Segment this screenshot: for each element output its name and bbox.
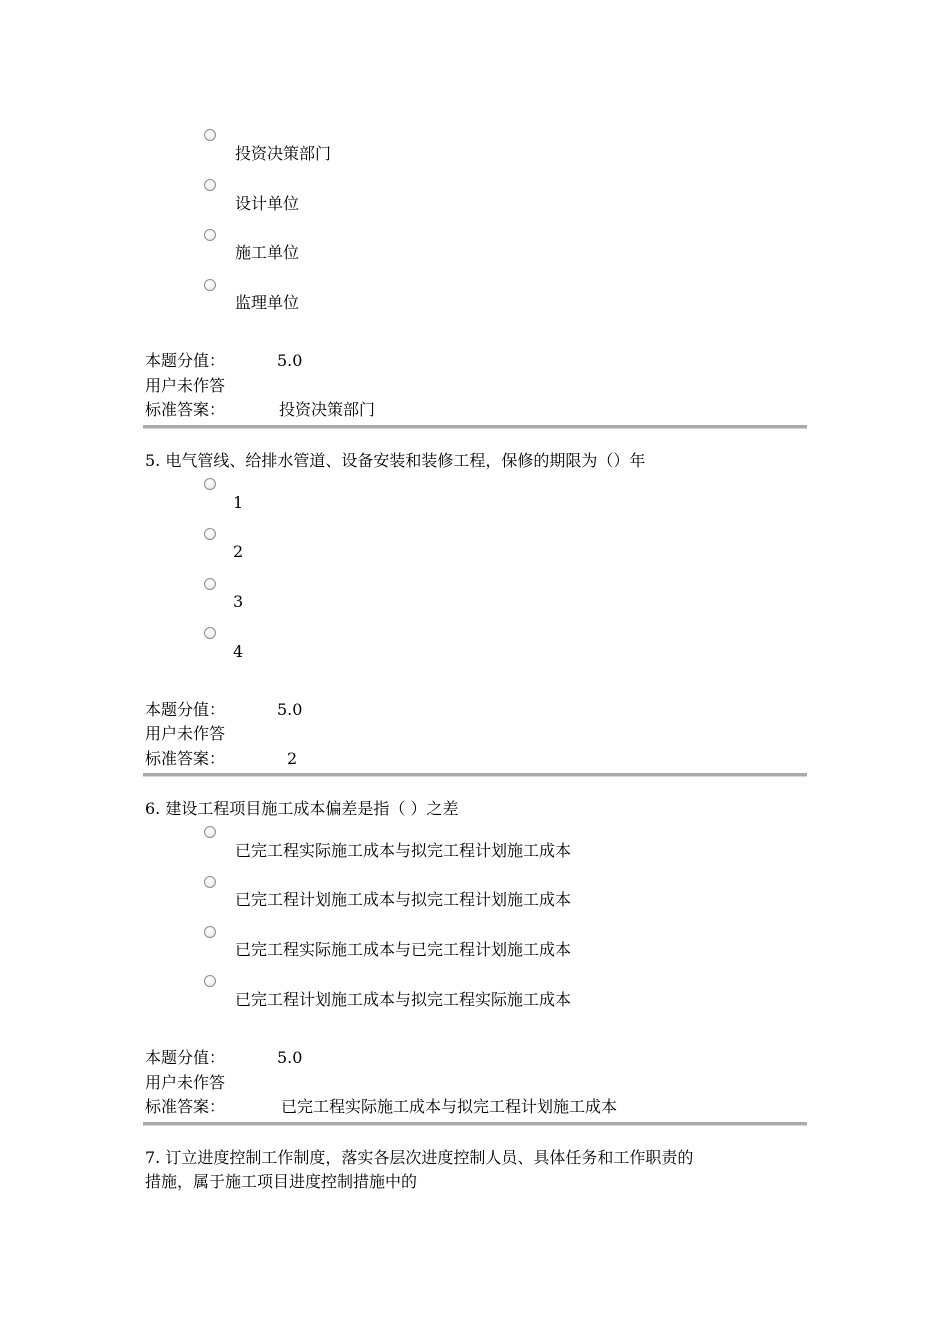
- question-text-line-1: 7. 订立进度控制工作制度，落实各层次进度控制人员、具体任务和工作职责的: [145, 1148, 694, 1167]
- answer-value: 已完工程实际施工成本与拟完工程计划施工成本: [281, 1097, 618, 1116]
- divider: [143, 773, 807, 777]
- option-label-q5-4: 4: [233, 642, 244, 661]
- option-label-q6-2: 已完工程计划施工成本与拟完工程计划施工成本: [235, 890, 572, 909]
- answer-label: 标准答案：: [145, 749, 226, 768]
- radio-option-q4-2[interactable]: [204, 179, 216, 191]
- radio-option-q6-2[interactable]: [204, 876, 216, 888]
- score-label: 本题分值：: [145, 351, 226, 370]
- radio-option-q4-3[interactable]: [204, 229, 216, 241]
- divider: [143, 425, 807, 429]
- option-label-q6-1: 已完工程实际施工成本与拟完工程计划施工成本: [235, 841, 572, 860]
- user-status: 用户未作答: [145, 1073, 226, 1092]
- radio-option-q5-3[interactable]: [204, 578, 216, 590]
- score-value: 5.0: [277, 351, 303, 370]
- option-label-q6-4: 已完工程计划施工成本与拟完工程实际施工成本: [235, 990, 572, 1009]
- radio-option-q5-1[interactable]: [204, 478, 216, 490]
- radio-option-q5-2[interactable]: [204, 528, 216, 540]
- score-label: 本题分值：: [145, 1048, 226, 1067]
- option-label-q4-1: 投资决策部门: [235, 144, 332, 163]
- answer-label: 标准答案：: [145, 400, 226, 419]
- divider: [143, 1122, 807, 1126]
- question-text: 5. 电气管线、给排水管道、设备安装和装修工程，保修的期限为（）年: [145, 451, 646, 470]
- user-status: 用户未作答: [145, 376, 226, 395]
- answer-value: 投资决策部门: [279, 400, 376, 419]
- question-text-line-2: 措施，属于施工项目进度控制措施中的: [145, 1172, 418, 1191]
- option-label-q4-4: 监理单位: [235, 293, 300, 312]
- score-label: 本题分值：: [145, 700, 226, 719]
- radio-option-q6-3[interactable]: [204, 926, 216, 938]
- radio-option-q6-4[interactable]: [204, 975, 216, 987]
- option-label-q4-3: 施工单位: [235, 243, 300, 262]
- answer-value: 2: [287, 749, 298, 768]
- option-label-q6-3: 已完工程实际施工成本与已完工程计划施工成本: [235, 940, 572, 959]
- radio-option-q4-4[interactable]: [204, 279, 216, 291]
- option-label-q5-1: 1: [233, 493, 244, 512]
- option-label-q5-3: 3: [233, 592, 244, 611]
- question-text: 6. 建设工程项目施工成本偏差是指（ ）之差: [145, 799, 459, 818]
- option-label-q5-2: 2: [233, 542, 244, 561]
- answer-label: 标准答案：: [145, 1097, 226, 1116]
- score-value: 5.0: [277, 700, 303, 719]
- score-value: 5.0: [277, 1048, 303, 1067]
- option-label-q4-2: 设计单位: [235, 194, 300, 213]
- user-status: 用户未作答: [145, 724, 226, 743]
- radio-option-q5-4[interactable]: [204, 627, 216, 639]
- radio-option-q6-1[interactable]: [204, 826, 216, 838]
- radio-option-q4-1[interactable]: [204, 129, 216, 141]
